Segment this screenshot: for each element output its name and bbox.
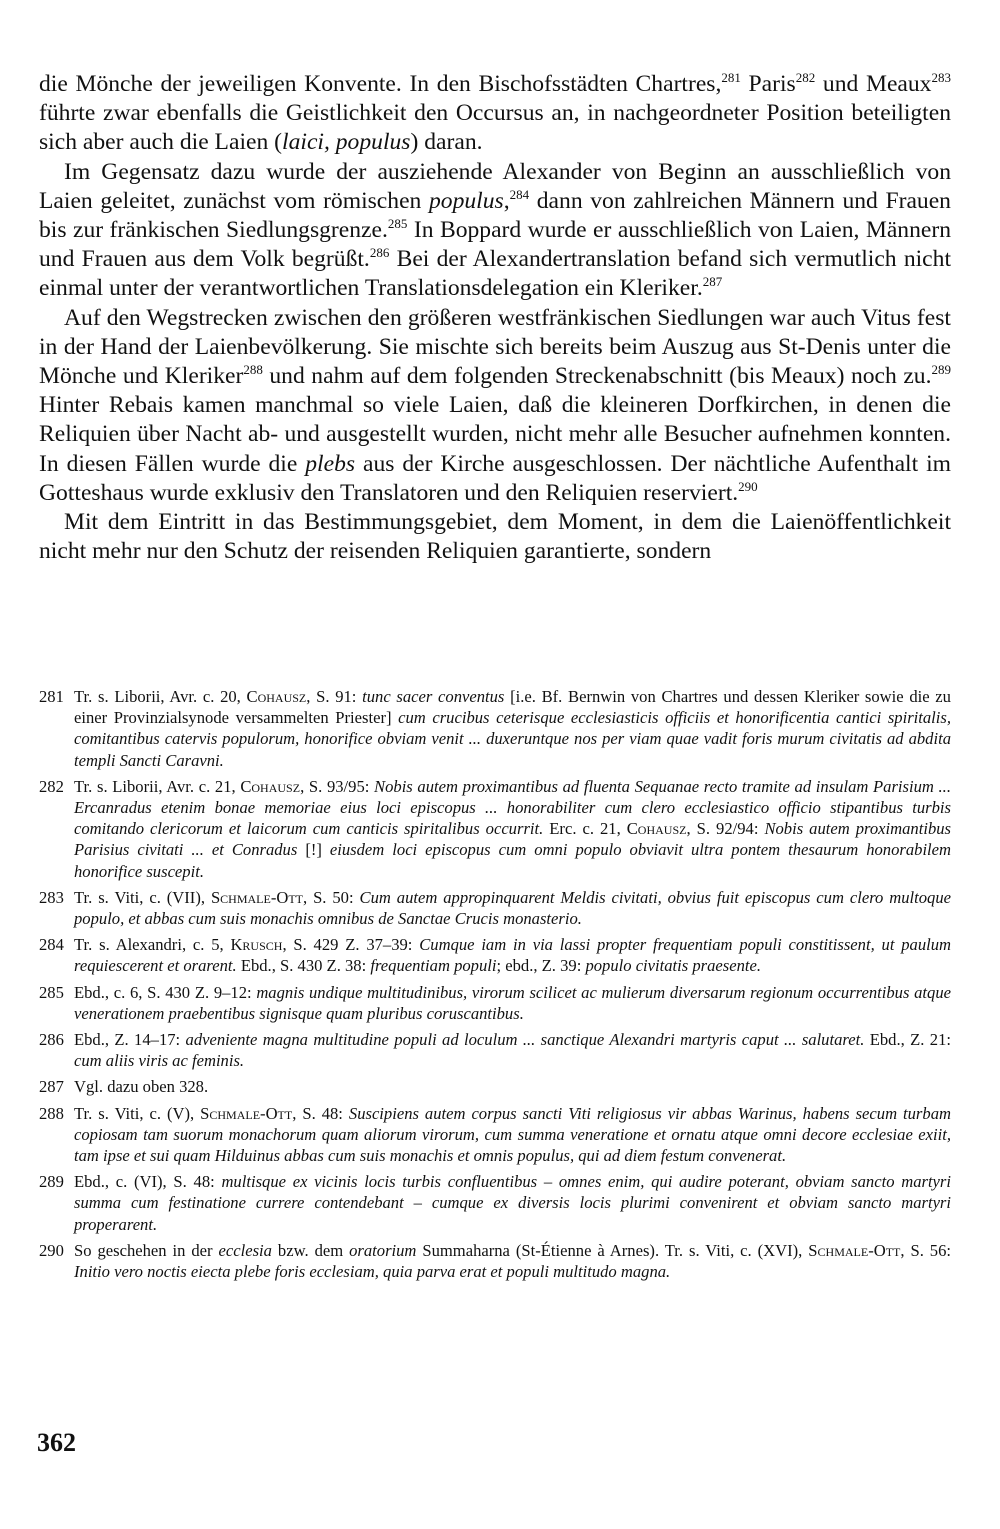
footnote-text: Ebd., c. (VI), S. 48: multisque ex vicinis locis turbis confluentibus – omnes enim, qui audire poterant, obviam sancto martyri summa cum festinatione currere contendebant – cumque ex diversis locis plurimi convenirent et obviam sancto martyri properarent. xyxy=(74,1172,951,1234)
footnotes xyxy=(39,686,951,1287)
footnote-number: 283 xyxy=(39,887,64,907)
footnote-text: So geschehen in der ecclesia bzw. dem oratorium Summaharna (St-Étienne à Arnes). Tr. s. Viti, c. (XVI), Schmale-Ott, S. 56: Initio vero noctis eiecta plebe foris ecclesiam, quia parva erat et populi multitudo magna. xyxy=(74,1240,952,1282)
footnote-286 xyxy=(39,1029,951,1071)
footnote-text: Tr. s. Alexandri, c. 5, Krusch, S. 429 Z. 37–39: Cumque iam in via lassi propter frequentiam populi constitissent, ut paulum requiescerent et orarent. Ebd., S. 430 Z. 38: frequentiam populi; ebd., Z. 39: populo civitatis praesente. xyxy=(74,935,952,976)
footnote-number: 288 xyxy=(39,1103,64,1123)
footnote-284 xyxy=(39,934,951,976)
footnote-text: Tr. s. Viti, c. (VII), Schmale-Ott, S. 50: Cum autem appropinquarent Meldis civitati, obvius fuit episcopus cum clero multoque populo, et abbas cum suis monachis omnibus de Sanctae Crucis monasterio. xyxy=(74,887,952,929)
footnote-text: Ebd., Z. 14–17: adveniente magna multitudine populi ad loculum ... sanctique Alexandri martyris caput ... salutaret. Ebd., Z. 21: cum aliis viris ac feminis. xyxy=(74,1030,951,1071)
footnote-number: 282 xyxy=(39,776,64,796)
footnote-number: 290 xyxy=(39,1240,64,1260)
body-paragraph-3: Auf den Wegstrecken zwischen den größeren westfränkischen Siedlungen war auch Vitus fest in der Hand der Laienbevölkerung. Sie mischte sich bereits beim Auszug aus St-Denis unter die Mönche und Kleriker$^{288}$ und nahm auf dem folgenden Streckenabschnitt (bis Meaux) noch zu.$^{289}$ Hinter Rebais kamen manchmal so viele Laien, daß die kleineren Dorfkirchen, in denen die Reliquien über Nacht ab- und ausgestellt wurden, nicht mehr alle Besucher aufnehmen konnten. In diesen Fällen wurde die plebs aus der Kirche ausgeschlossen. Der nächtliche Aufenthalt im Gotteshaus wurde exklusiv den Translatoren und den Reliquien reserviert.$^{290}$ xyxy=(39,304,951,506)
footnote-text: Tr. s. Viti, c. (V), Schmale-Ott, S. 48: Suscipiens autem corpus sancti Viti religiosus vir abbas Warinus, habens secum turbam copiosam tam suorum monachorum quam aliorum virorum, cum summa veneratione et ornatu atque omni decore ecclesiae exiit, tam ipse et sui quam Hilduinus abbas cum suis monachis et omnis populus, qui ad diem festum convenerat. xyxy=(74,1103,951,1166)
footnote-text: Tr. s. Liborii, Avr. c. 21, Cohausz, S. 93/95: Nobis autem proximantibus ad fluenta Sequanae recto tramite ad insulam Parisium ... Ercanradus etenim bonae memoriae eius loci episcopus ... honorabiliter cum clero ecclesiastico officio stipantibus turbis comitando clericorum et laicorum cum canticis spiritalibus occurrit. Erc. c. 21, Cohausz, S. 92/94: Nobis autem proximantibus Parisius civitati ... et Conradus [!] eiusdem loci episcopus cum omni populo obviavit ultra pontem thesaurum honorabilem honorifice suscepit. xyxy=(74,776,952,881)
footnote-number: 286 xyxy=(39,1030,64,1050)
footnote-text: Ebd., c. 6, S. 430 Z. 9–12: magnis undique multitudinibus, virorum scilicet ac mulierum diversarum regionum occurrentibus atque venerationem praebentibus signisque quam pluribus coruscantibus. xyxy=(74,982,952,1023)
footnote-text: Tr. s. Liborii, Avr. c. 20, Cohausz, S. 91: tunc sacer conventus [i.e. Bf. Bernwin von Chartres und dessen Kleriker sowie die zu einer Provinzialsynode versammelten Priester] cum crucibus ceterisque ecclesiasticis officiis et honorificentia cantici spiritalis, comitantibus catervis populorum, honorifice obviam venit ... duxeruntque nos per viam quae vadit foris murum civitatis ad abdita templi Sancti Caravni. xyxy=(74,687,951,770)
footnote-287 xyxy=(39,1076,951,1097)
footnote-289 xyxy=(39,1171,951,1235)
footnote-number: 289 xyxy=(39,1172,64,1192)
footnote-290 xyxy=(39,1240,951,1282)
footnote-285 xyxy=(39,982,951,1024)
footnote-text: Vgl. dazu oben 328. xyxy=(74,1077,209,1097)
footnote-number: 281 xyxy=(39,687,64,706)
body-paragraph-1: die Mönche der jeweiligen Konvente. In den Bischofsstädten Chartres,$^{281}$ Paris$^{282}$ und Meaux$^{283}$ führte zwar ebenfalls die Geistlichkeit den Occursus an, in nachgeordneter Position beteiligten sich aber auch die Laien (laici, populus) daran. xyxy=(39,70,951,156)
footnote-283 xyxy=(39,887,951,929)
footnote-282 xyxy=(39,776,951,882)
body-paragraph-2: Im Gegensatz dazu wurde der ausziehende Alexander von Beginn an ausschließlich von Laien geleitet, zunächst vom römischen populus,$^{284}$ dann von zahlreichen Männern und Frauen bis zur fränkischen Siedlungsgrenze.$^{285}$ In Boppard wurde er ausschließlich von Laien, Männern und Frauen aus dem Volk begrüßt.$^{286}$ Bei der Alexandertranslation befand sich vermutlich nicht einmal unter der verantwortlichen Translationsdelegation ein Kleriker.$^{287}$ xyxy=(39,158,952,302)
body-paragraph-4: Mit dem Eintritt in das Bestimmungsgebiet, dem Moment, in dem die Laienöffentlichkeit nicht mehr nur den Schutz der reisenden Reliquien garantierte, sondern xyxy=(39,509,951,565)
footnote-281 xyxy=(39,686,951,771)
page-number: 362 xyxy=(37,1428,76,1457)
footnote-number: 287 xyxy=(39,1077,64,1097)
footnote-288 xyxy=(39,1103,951,1167)
footnote-number: 284 xyxy=(39,935,64,955)
main-text xyxy=(39,70,951,566)
footnote-number: 285 xyxy=(39,982,64,1002)
